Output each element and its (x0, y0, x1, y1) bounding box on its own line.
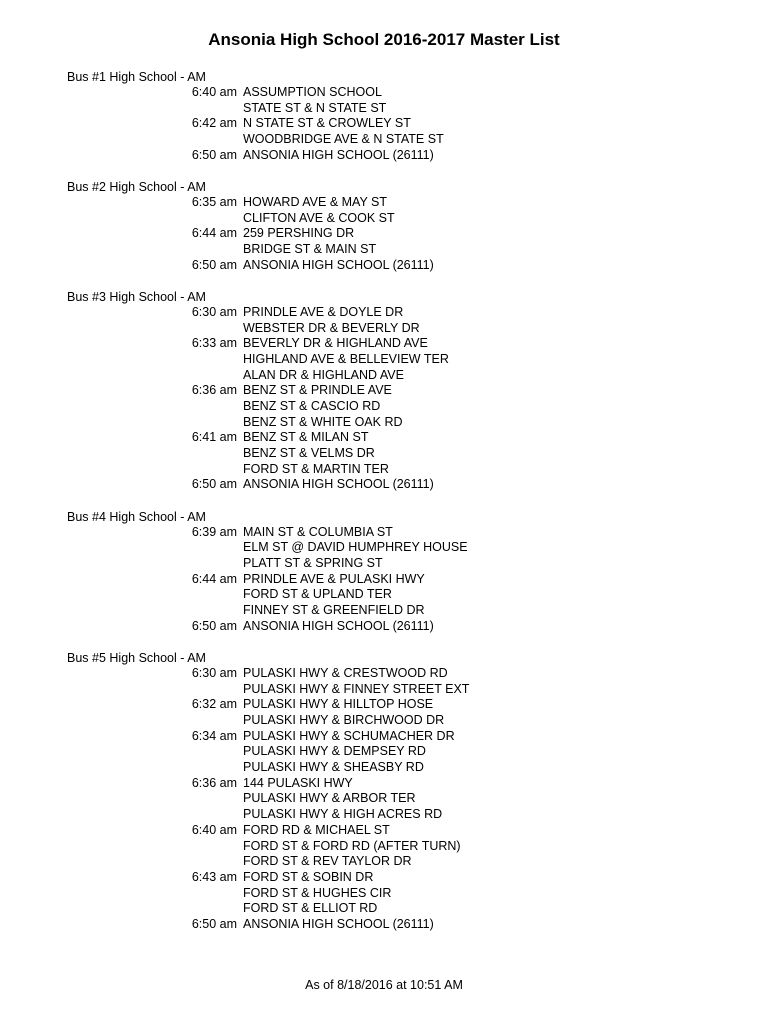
stop-time: 6:40 am (191, 822, 237, 837)
stop-time (67, 242, 237, 258)
stop-location: ANSONIA HIGH SCHOOL (26111) (243, 618, 434, 633)
bus-route-block (67, 650, 727, 933)
stop-time: 6:50 am (191, 618, 237, 633)
stop-time (67, 760, 237, 776)
stop-time (67, 556, 237, 572)
stop-location: ANSONIA HIGH SCHOOL (26111) (243, 257, 434, 272)
stop-location: PULASKI HWY & BIRCHWOOD DR (243, 713, 445, 727)
stop-time: 6:41 am (191, 430, 237, 445)
stop-location: PRINDLE AVE & PULASKI HWY (243, 571, 425, 586)
stop-location: ALAN DR & HIGHLAND AVE (243, 367, 404, 382)
stop-row (67, 917, 727, 933)
stop-location: WOODBRIDGE AVE & N STATE ST (243, 132, 444, 147)
stop-row (67, 540, 727, 556)
bus-route-block (67, 69, 727, 163)
stop-location: ANSONIA HIGH SCHOOL (26111) (243, 477, 434, 492)
stop-row (67, 399, 727, 415)
stop-row (67, 619, 727, 635)
stop-location: BENZ ST & PRINDLE AVE (243, 383, 392, 398)
stop-row (67, 525, 727, 541)
stop-time: 6:35 am (191, 194, 237, 209)
stop-row (67, 807, 727, 823)
stop-time (67, 603, 237, 619)
stop-location: HIGHLAND AVE & BELLEVIEW TER (243, 351, 449, 366)
stop-time (67, 886, 237, 902)
stop-row (67, 791, 727, 807)
stop-row (67, 258, 727, 274)
stop-location: PULASKI HWY & HIGH ACRES RD (243, 807, 443, 822)
stop-location: N STATE ST & CROWLEY ST (243, 116, 411, 131)
stop-location: CLIFTON AVE & COOK ST (243, 210, 395, 225)
stop-location: PULASKI HWY & DEMPSEY RD (243, 744, 426, 759)
stop-location: ASSUMPTION SCHOOL (243, 85, 382, 99)
stop-row (67, 776, 727, 792)
stop-location: PULASKI HWY & SHEASBY RD (243, 760, 424, 775)
stop-row (67, 85, 727, 101)
stop-time (67, 352, 237, 368)
stop-time: 6:50 am (191, 477, 237, 492)
stop-location: PRINDLE AVE & DOYLE DR (243, 304, 404, 319)
stop-time (67, 744, 237, 760)
stop-row (67, 242, 727, 258)
stop-time: 6:36 am (191, 383, 237, 398)
stop-time: 6:50 am (191, 916, 237, 931)
stop-time (67, 321, 237, 337)
stop-location: FORD ST & ELLIOT RD (243, 901, 378, 916)
stop-row (67, 729, 727, 745)
stop-location: ANSONIA HIGH SCHOOL (26111) (243, 147, 434, 162)
stop-row (67, 587, 727, 603)
bus-route-block (67, 289, 727, 493)
stop-time: 6:39 am (191, 524, 237, 539)
stop-row (67, 101, 727, 117)
bus-route-list (67, 69, 727, 948)
stop-time: 6:40 am (191, 85, 237, 99)
stop-time (67, 540, 237, 556)
stop-row (67, 195, 727, 211)
stop-row (67, 682, 727, 698)
stop-row (67, 226, 727, 242)
stop-row (67, 823, 727, 839)
stop-row (67, 901, 727, 917)
stop-time: 6:30 am (191, 665, 237, 680)
stop-time (67, 211, 237, 227)
stop-time (67, 132, 237, 148)
bus-route-block (67, 509, 727, 635)
stop-location: 144 PULASKI HWY (243, 775, 353, 790)
stop-time: 6:42 am (191, 116, 237, 131)
stop-location: HOWARD AVE & MAY ST (243, 194, 388, 209)
stop-location: PULASKI HWY & FINNEY STREET EXT (243, 681, 470, 696)
stop-time: 6:34 am (191, 728, 237, 743)
stop-row (67, 462, 727, 478)
stop-location: BENZ ST & VELMS DR (243, 446, 375, 461)
stop-row (67, 132, 727, 148)
stop-location: FORD ST & MARTIN TER (243, 461, 389, 476)
stop-row (67, 415, 727, 431)
stop-time (67, 839, 237, 855)
stop-row (67, 446, 727, 462)
stop-location: FORD RD & MICHAEL ST (243, 822, 390, 837)
bus-route-header: Bus #1 High School - AM (67, 70, 206, 84)
stop-time (67, 682, 237, 698)
stop-location: BENZ ST & WHITE OAK RD (243, 414, 403, 429)
stop-row (67, 839, 727, 855)
bus-route-header: Bus #3 High School - AM (67, 289, 206, 304)
stop-row (67, 116, 727, 132)
stop-row (67, 305, 727, 321)
bus-route-header: Bus #5 High School - AM (67, 650, 206, 665)
stop-location: FORD ST & UPLAND TER (243, 587, 392, 602)
stop-location: BENZ ST & CASCIO RD (243, 399, 381, 413)
stop-row (67, 368, 727, 384)
bus-route-block (67, 179, 727, 273)
bus-route-header: Bus #2 High School - AM (67, 179, 206, 194)
stop-row (67, 148, 727, 164)
stop-row (67, 572, 727, 588)
stop-location: STATE ST & N STATE ST (243, 100, 387, 115)
stop-location: PULASKI HWY & HILLTOP HOSE (243, 697, 434, 712)
stop-location: MAIN ST & COLUMBIA ST (243, 524, 393, 539)
stop-row (67, 666, 727, 682)
stop-location: BRIDGE ST & MAIN ST (243, 242, 377, 256)
stop-row (67, 321, 727, 337)
bus-route-header: Bus #4 High School - AM (67, 509, 206, 524)
stop-time: 6:32 am (191, 697, 237, 712)
report-timestamp: As of 8/18/2016 at 10:51 AM (305, 978, 463, 992)
stop-time: 6:36 am (191, 775, 237, 790)
stop-location: ELM ST @ DAVID HUMPHREY HOUSE (243, 540, 468, 555)
stop-time (67, 791, 237, 807)
stop-location: BENZ ST & MILAN ST (243, 430, 369, 445)
stop-location: ANSONIA HIGH SCHOOL (26111) (243, 916, 434, 931)
stop-location: PULASKI HWY & SCHUMACHER DR (243, 728, 455, 743)
stop-location: FORD ST & HUGHES CIR (243, 885, 392, 900)
stop-location: PULASKI HWY & CRESTWOOD RD (243, 665, 448, 680)
stop-location: FORD ST & SOBIN DR (243, 869, 374, 884)
stop-location: WEBSTER DR & BEVERLY DR (243, 320, 420, 335)
stop-time (67, 807, 237, 823)
stop-row (67, 211, 727, 227)
stop-time: 6:50 am (191, 257, 237, 272)
stop-row (67, 477, 727, 493)
stop-time (67, 854, 237, 870)
page-title: Ansonia High School 2016-2017 Master List (208, 30, 560, 49)
stop-time: 6:30 am (191, 304, 237, 319)
stop-location: 259 PERSHING DR (243, 226, 355, 241)
stop-time: 6:50 am (191, 147, 237, 162)
stop-location: FINNEY ST & GREENFIELD DR (243, 603, 425, 618)
stop-time (67, 901, 237, 917)
stop-time: 6:44 am (191, 226, 237, 241)
stop-row (67, 744, 727, 760)
stop-time (67, 587, 237, 603)
stop-time: 6:44 am (191, 571, 237, 586)
stop-row (67, 886, 727, 902)
stop-location: FORD ST & FORD RD (AFTER TURN) (243, 838, 461, 853)
stop-time (67, 101, 237, 117)
stop-row (67, 383, 727, 399)
stop-time: 6:33 am (191, 336, 237, 351)
stop-row (67, 430, 727, 446)
stop-location: PULASKI HWY & ARBOR TER (243, 791, 416, 806)
stop-time (67, 368, 237, 384)
stop-row (67, 760, 727, 776)
stop-location: BEVERLY DR & HIGHLAND AVE (243, 336, 428, 351)
stop-row (67, 603, 727, 619)
stop-time (67, 713, 237, 729)
stop-row (67, 352, 727, 368)
stop-time (67, 446, 237, 462)
stop-row (67, 713, 727, 729)
stop-time: 6:43 am (191, 869, 237, 884)
stop-location: FORD ST & REV TAYLOR DR (243, 854, 412, 869)
stop-location: PLATT ST & SPRING ST (243, 556, 383, 570)
stop-time (67, 399, 237, 415)
stop-time (67, 415, 237, 431)
stop-row (67, 336, 727, 352)
stop-time (67, 462, 237, 478)
stop-row (67, 556, 727, 572)
stop-row (67, 697, 727, 713)
stop-row (67, 870, 727, 886)
stop-row (67, 854, 727, 870)
